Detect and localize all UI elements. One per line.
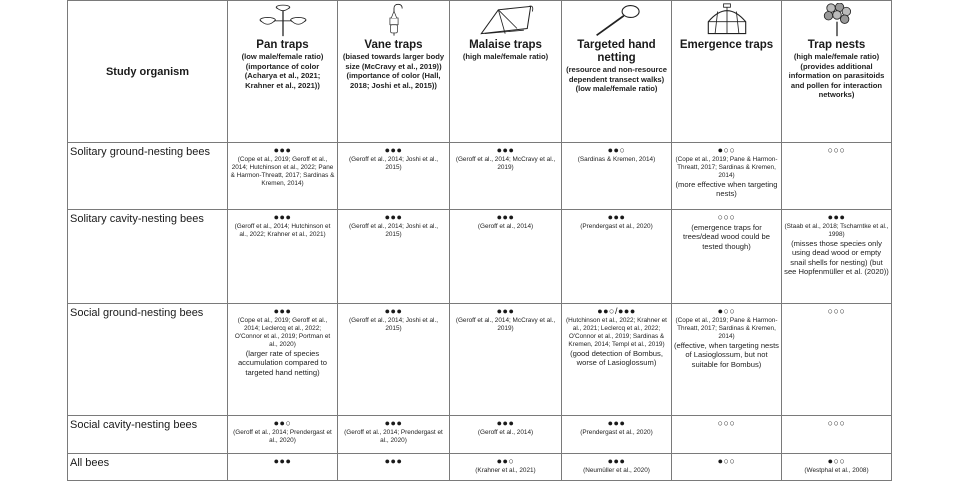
references: (Geroff et al., 2014; McCravy et al., 2019) <box>455 156 556 171</box>
row-label: Social ground-nesting bees <box>68 304 228 416</box>
rating-dots: ●●● <box>496 145 515 155</box>
table-cell <box>338 304 450 416</box>
cell-note: (good detection of Bombus, worse of Lasioglossum) <box>570 349 663 368</box>
references: (Prendergast et al., 2020) <box>580 429 653 436</box>
table-cell <box>450 210 562 304</box>
method-note: (low male/female ratio) (importance of color (Acharya et al., 2021; Krahner et al., 2021)) <box>241 52 324 90</box>
rating-dots: ●●● <box>384 212 403 222</box>
rating-dots: ○○○ <box>717 418 736 428</box>
references: (Geroff et al., 2014; Prendergast et al., 2020) <box>233 429 332 444</box>
header-row <box>68 1 892 143</box>
rating-dots: ○○○ <box>827 418 846 428</box>
references: (Geroff et al., 2014; Joshi et al., 2015) <box>348 156 439 171</box>
row-label: Social cavity-nesting bees <box>68 416 228 454</box>
rating-dots: ●●● <box>496 212 515 222</box>
table-cell <box>672 143 782 210</box>
method-name: Emergence traps <box>679 39 774 51</box>
table-cell <box>562 304 672 416</box>
table-cell <box>228 304 338 416</box>
table-cell <box>672 304 782 416</box>
references: (Geroff et al., 2014; Joshi et al., 2015) <box>348 317 439 332</box>
corner-label: Study organism <box>68 1 228 143</box>
table-cell <box>562 416 672 454</box>
row-label: Solitary cavity-nesting bees <box>68 210 228 304</box>
references: (Krahner et al., 2021) <box>475 467 536 474</box>
table-cell <box>782 210 892 304</box>
trap-nest-icon <box>820 3 854 37</box>
rating-dots: ○○○ <box>827 145 846 155</box>
table-cell <box>338 210 450 304</box>
table-row <box>68 304 892 416</box>
references: (Cope et al., 2019; Geroff et al., 2014; Hutchinson et al., 2022; Pane & Harmon-Threatt, 2017; Sardinas & Kremen, 2014) <box>230 156 335 187</box>
method-header-emergence-traps <box>672 1 782 143</box>
rating-dots: ●●● <box>273 306 292 316</box>
rating-dots: ●●○ <box>496 456 515 466</box>
references: (Geroff et al., 2014; McCravy et al., 2019) <box>455 317 556 332</box>
table-cell <box>228 210 338 304</box>
table-cell <box>338 454 450 481</box>
references: (Geroff et al., 2014; Hutchinson et al., 2022; Krahner et al., 2021) <box>234 223 331 238</box>
rating-dots: ●●● <box>384 306 403 316</box>
row-label: All bees <box>68 454 228 481</box>
table-cell <box>782 143 892 210</box>
bee-sampling-methods-table <box>67 0 892 481</box>
pan-traps-icon <box>253 3 313 37</box>
references: (Hutchinson et al., 2022; Krahner et al., 2021; Leclercq et al., 2022; O'Connor et al., 2019; Sardinas & Kremen, 2014; Templ et al., 2019) <box>566 317 667 348</box>
references: (Geroff et al., 2014) <box>477 223 534 230</box>
rating-dots: ●●● <box>827 212 846 222</box>
method-note: (biased towards larger body size (McCravy et al., 2019)) (importance of color (Hall, 2018; Joshi et al., 2015)) <box>342 52 445 90</box>
method-name: Malaise traps <box>469 39 542 51</box>
references: (Geroff et al., 2014; Prendergast et al., 2020) <box>344 429 443 444</box>
references: (Cope et al., 2019; Pane & Harmon-Threatt, 2017; Sardinas & Kremen, 2014) <box>675 156 778 179</box>
table-row <box>68 143 892 210</box>
rating-dots: ●○○ <box>717 456 736 466</box>
method-header-trap-nests <box>782 1 892 143</box>
rating-dots: ●●● <box>384 418 403 428</box>
table-cell <box>782 416 892 454</box>
method-header-hand-netting <box>562 1 672 143</box>
rating-dots: ●●● <box>273 145 292 155</box>
hand-net-icon <box>589 3 645 37</box>
table-cell <box>338 416 450 454</box>
rating-dots: ●●● <box>607 456 626 466</box>
rating-dots: ●○○ <box>717 145 736 155</box>
table-cell <box>672 416 782 454</box>
cell-note: (effective, when targeting nests of Lasioglossum, but not suitable for Bombus) <box>674 341 779 369</box>
method-note: (high male/female ratio) <box>462 52 549 61</box>
table-cell <box>228 143 338 210</box>
cell-note: (more effective when targeting nests) <box>675 180 778 199</box>
method-name: Targeted hand netting <box>577 39 656 64</box>
table-cell <box>338 143 450 210</box>
method-name: Trap nests <box>807 39 866 51</box>
rating-dots: ●●● <box>496 306 515 316</box>
rating-dots: ●●● <box>273 456 292 466</box>
table-cell <box>562 454 672 481</box>
rating-dots: ●○○ <box>827 456 846 466</box>
rating-dots: ●●○/●●● <box>597 306 636 316</box>
table-cell <box>450 454 562 481</box>
table-row <box>68 416 892 454</box>
table-cell <box>228 454 338 481</box>
rating-dots: ●●● <box>607 212 626 222</box>
cell-note: (larger rate of species accumulation compared to targeted hand netting) <box>237 349 328 377</box>
table-cell <box>672 454 782 481</box>
method-header-malaise-traps <box>450 1 562 143</box>
references: (Staab et al., 2018; Tscharntke et al., 1998) <box>784 223 889 238</box>
table-cell <box>672 210 782 304</box>
rating-dots: ●○○ <box>717 306 736 316</box>
rating-dots: ●●● <box>496 418 515 428</box>
rating-dots: ○○○ <box>717 212 736 222</box>
table-cell <box>562 143 672 210</box>
method-name: Vane traps <box>364 39 423 51</box>
references: (Neumüller et al., 2020) <box>583 467 650 474</box>
references: (Cope et al., 2019; Pane & Harmon-Threatt, 2017; Sardinas & Kremen, 2014) <box>675 317 778 340</box>
table-row <box>68 210 892 304</box>
method-note: (high male/female ratio) (provides additional information on parasitoids and pollen for interaction networks) <box>788 52 885 100</box>
vane-trap-icon <box>379 3 409 37</box>
table-cell <box>782 454 892 481</box>
cell-note: (misses those species only using dead wood or empty snail shells for nesting) (but see Hopfenmüller et al. (2020)) <box>784 239 889 277</box>
table-row <box>68 454 892 481</box>
table-cell <box>450 416 562 454</box>
row-label: Solitary ground-nesting bees <box>68 143 228 210</box>
table-cell <box>228 416 338 454</box>
method-header-vane-traps <box>338 1 450 143</box>
table-cell <box>450 304 562 416</box>
references: (Geroff et al., 2014) <box>477 429 534 436</box>
emergence-trap-icon <box>699 3 755 37</box>
rating-dots: ●●● <box>384 145 403 155</box>
references: (Sardinas & Kremen, 2014) <box>577 156 656 163</box>
cell-note: (emergence traps for trees/dead wood could be tested though) <box>683 223 770 251</box>
references: (Westphal et al., 2008) <box>804 467 869 474</box>
table-cell <box>562 210 672 304</box>
rating-dots: ●●● <box>607 418 626 428</box>
references: (Geroff et al., 2014; Joshi et al., 2015) <box>348 223 439 238</box>
references: (Prendergast et al., 2020) <box>580 223 653 230</box>
rating-dots: ○○○ <box>827 306 846 316</box>
method-note: (resource and non-resource dependent transect walks) (low male/female ratio) <box>566 65 667 94</box>
rating-dots: ●●○ <box>273 418 292 428</box>
rating-dots: ●●● <box>273 212 292 222</box>
table-cell <box>782 304 892 416</box>
method-header-pan-traps <box>228 1 338 143</box>
method-name: Pan traps <box>256 39 309 51</box>
rating-dots: ●●○ <box>607 145 626 155</box>
malaise-trap-icon <box>473 3 539 37</box>
table-cell <box>450 143 562 210</box>
references: (Cope et al., 2019; Geroff et al., 2014; Leclercq et al., 2022; O'Connor et al., 2019; Portman et al., 2020) <box>234 317 331 348</box>
rating-dots: ●●● <box>384 456 403 466</box>
